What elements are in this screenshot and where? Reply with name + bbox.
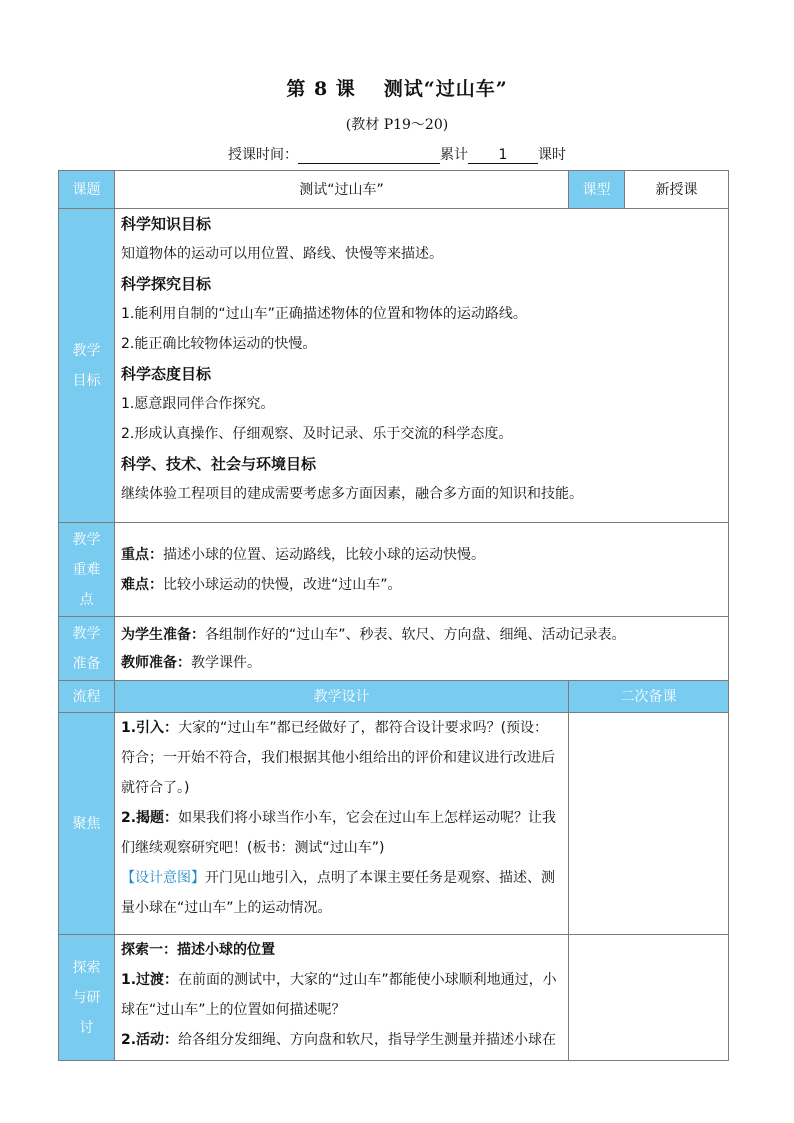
explore-heading: 探索一：描述小球的位置 bbox=[121, 942, 275, 958]
explore-second-prep-cell[interactable] bbox=[569, 935, 729, 1061]
student-prep-text: 各组制作好的“过山车”、秒表、软尺、方向盘、细绳、活动记录表。 bbox=[205, 626, 626, 643]
teacher-prep-text: 教学课件。 bbox=[191, 654, 261, 671]
activity-text: 给各组分发细绳、方向盘和软尺，指导学生测量并描述小球在 bbox=[178, 1032, 557, 1048]
goal-heading: 科学探究目标 bbox=[121, 275, 212, 293]
preparation-row bbox=[59, 617, 729, 681]
intro-text: 大家的“过山车”都已经做好了，都符合设计要求吗？(预设：符合；一开始不符合，我们根据其他小组给出的评价和建议进行改进后就符合了。) bbox=[121, 720, 555, 796]
cumulative-label: 累计 bbox=[440, 147, 468, 163]
goals-row bbox=[59, 209, 729, 523]
difficulty-text: 比较小球运动的快慢，改进“过山车”。 bbox=[163, 576, 402, 593]
difficulty-label: 难点： bbox=[121, 576, 163, 593]
class-time-line bbox=[228, 144, 566, 164]
goals-label: 教学 目标 bbox=[59, 209, 115, 523]
lesson-plan-table bbox=[58, 170, 729, 1061]
goal-item: 2.能正确比较物体运动的快慢。 bbox=[121, 336, 317, 352]
flow-header-process: 流程 bbox=[59, 681, 115, 713]
flow-header-design: 教学设计 bbox=[115, 681, 569, 713]
focus-second-prep-cell[interactable] bbox=[569, 713, 729, 935]
type-value: 新授课 bbox=[625, 171, 729, 209]
flow-header-second-prep: 二次备课 bbox=[569, 681, 729, 713]
key-points-row bbox=[59, 523, 729, 617]
goal-item: 继续体验工程项目的建成需要考虑多方面因素，融合多方面的知识和技能。 bbox=[121, 486, 583, 502]
goals-content bbox=[115, 209, 729, 523]
type-label: 课型 bbox=[569, 171, 625, 209]
topic-value: 测试“过山车” bbox=[115, 171, 569, 209]
design-intent-text: 开门见山地引入，点明了本课主要任务是观察、描述、测量小球在“过山车”上的运动情况。 bbox=[121, 870, 555, 916]
goal-heading: 科学态度目标 bbox=[121, 365, 212, 383]
lesson-title bbox=[0, 74, 794, 101]
focus-stage-row bbox=[59, 713, 729, 935]
key-points-content bbox=[115, 523, 729, 617]
goal-item: 1.愿意跟同伴合作探究。 bbox=[121, 396, 275, 412]
explore-stage-label: 探索 与研 讨 bbox=[59, 935, 115, 1061]
design-intent-label: 【设计意图】 bbox=[121, 870, 205, 886]
transition-label: 1.过渡： bbox=[121, 972, 179, 988]
goal-item: 知道物体的运动可以用位置、路线、快慢等来描述。 bbox=[121, 246, 443, 262]
preparation-label: 教学 准备 bbox=[59, 617, 115, 681]
topic-label: 课题 bbox=[59, 171, 115, 209]
lesson-number: 第 8 课 bbox=[286, 78, 356, 100]
goal-heading: 科学、技术、社会与环境目标 bbox=[121, 455, 317, 473]
preparation-content bbox=[115, 617, 729, 681]
time-label: 授课时间： bbox=[228, 147, 298, 163]
transition-text: 在前面的测试中，大家的“过山车”都能使小球顺利地通过，小球在“过山车”上的位置如何描述呢？ bbox=[121, 972, 557, 1018]
focus-text: 描述小球的位置、运动路线，比较小球的运动快慢。 bbox=[163, 546, 485, 563]
reveal-label: 2.揭题： bbox=[121, 810, 179, 826]
goal-item: 2.形成认真操作、仔细观察、及时记录、乐于交流的科学态度。 bbox=[121, 426, 513, 442]
key-points-label: 教学 重难 点 bbox=[59, 523, 115, 617]
explore-stage-content bbox=[115, 935, 569, 1061]
hours-label: 课时 bbox=[538, 147, 566, 163]
time-blank bbox=[298, 147, 440, 164]
focus-stage-content bbox=[115, 713, 569, 935]
cumulative-value: 1 bbox=[468, 147, 538, 164]
activity-label: 2.活动： bbox=[121, 1032, 179, 1048]
reveal-text: 如果我们将小球当作小车，它会在过山车上怎样运动呢？让我们继续观察研究吧！(板书：测试“过山车”) bbox=[121, 810, 557, 856]
goal-item: 1.能利用自制的“过山车”正确描述物体的位置和物体的运动路线。 bbox=[121, 306, 527, 322]
flow-header-row bbox=[59, 681, 729, 713]
student-prep-label: 为学生准备： bbox=[121, 626, 205, 643]
explore-stage-row bbox=[59, 935, 729, 1061]
focus-label: 重点： bbox=[121, 546, 163, 563]
intro-label: 1.引入： bbox=[121, 720, 179, 736]
focus-stage-label: 聚焦 bbox=[59, 713, 115, 935]
teacher-prep-label: 教师准备： bbox=[121, 654, 191, 671]
topic-row bbox=[59, 171, 729, 209]
lesson-name: 测试“过山车” bbox=[383, 78, 508, 100]
goal-heading: 科学知识目标 bbox=[121, 215, 212, 233]
textbook-reference: (教材 P19～20) bbox=[345, 117, 449, 133]
